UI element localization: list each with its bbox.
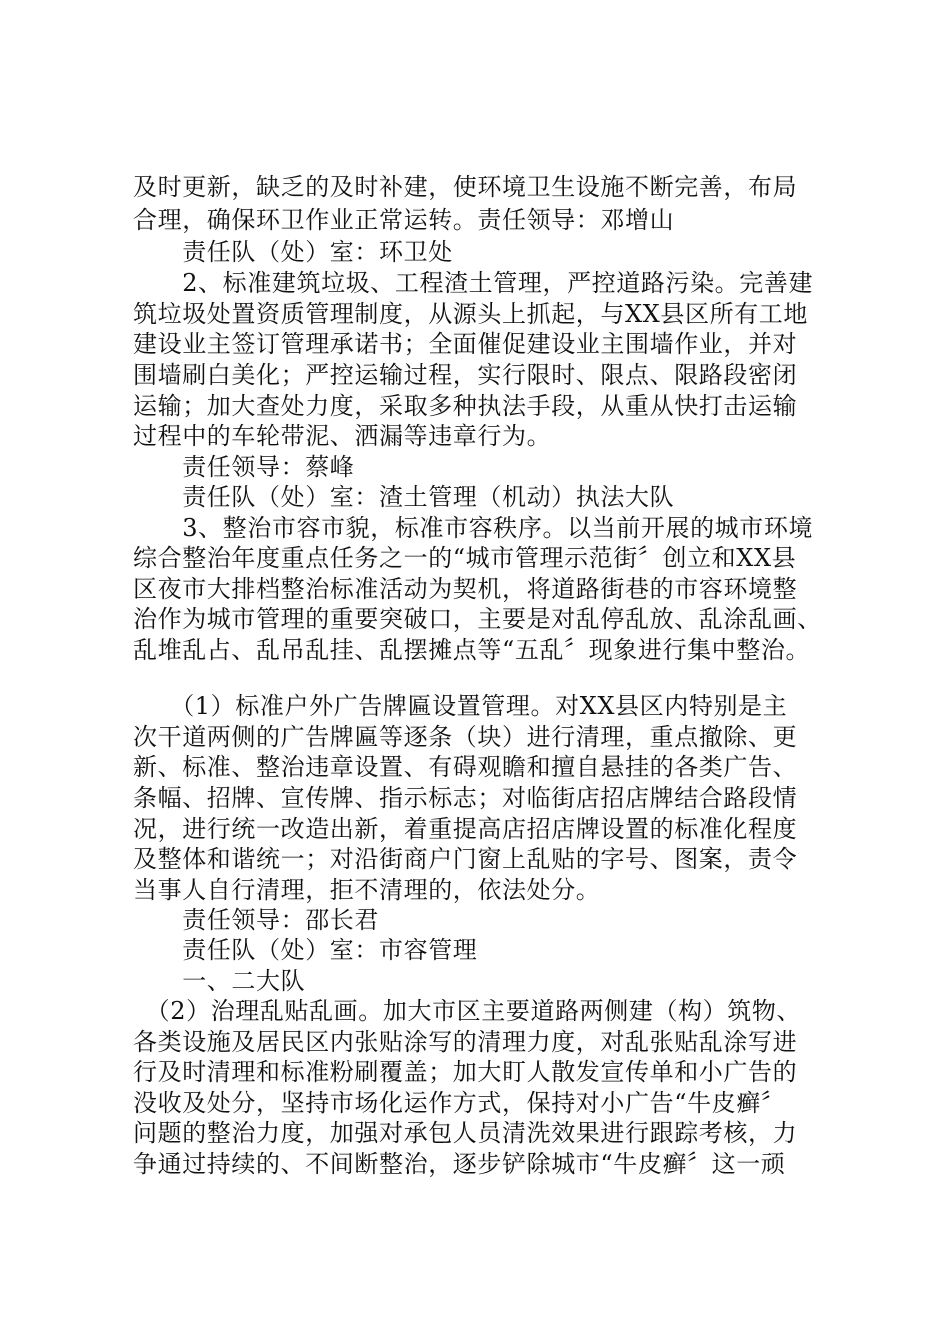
text-line: 责任领导：邵长君: [133, 906, 379, 934]
text-line: 2、标准建筑垃圾、工程渣土管理，严控道路污染。完善建: [133, 269, 814, 297]
text-line: 治作为城市管理的重要突破口，主要是对乱停乱放、乱涂乱画、: [133, 605, 822, 633]
text-line: 乱堆乱占、乱吊乱挂、乱摆摊点等“五乱〞现象进行集中整治。: [133, 636, 811, 664]
text-line: 当事人自行清理，拒不清理的，依法处分。: [133, 876, 601, 904]
text-line: 围墙刷白美化；严控运输过程，实行限时、限点、限路段密闭: [133, 361, 798, 389]
text-line: 况，进行统一改造出新，着重提高店招店牌设置的标准化程度: [133, 815, 798, 843]
text-line: 过程中的车轮带泥、洒漏等违章行为。: [133, 422, 552, 450]
text-line: 新、标准、整治违章设置、有碍观瞻和擅自悬挂的各类广告、: [133, 753, 798, 781]
text-line: 合理，确保环卫作业正常运转。责任领导：邓增山: [133, 206, 675, 234]
text-line: 责任队（处）室：环卫处: [133, 238, 453, 266]
text-line: 争通过持续的、不间断整治，逐步铲除城市“牛皮癣〞这一顽: [133, 1150, 786, 1178]
text-line: 建设业主签订管理承诺书；全面催促建设业主围墙作业，并对: [133, 330, 798, 358]
text-line: 行及时清理和标准粉刷覆盖；加大盯人散发宣传单和小广告的: [133, 1058, 798, 1086]
text-line: 责任队（处）室：渣土管理（机动）执法大队: [133, 483, 675, 511]
text-line: 各类设施及居民区内张贴涂写的清理力度，对乱张贴乱涂写进: [133, 1028, 798, 1056]
text-line: 条幅、招牌、宣传牌、指示标志；对临街店招店牌结合路段情: [133, 784, 798, 812]
text-line: 责任领导：蔡峰: [133, 453, 355, 481]
text-line: 筑垃圾处置资质管理制度，从源头上抓起，与XX县区所有工地: [133, 300, 808, 328]
text-line: 及时更新，缺乏的及时补建，使环境卫生设施不断完善，布局: [133, 173, 798, 201]
text-line: 综合整治年度重点任务之一的“城市管理示范街〞创立和XX县: [133, 544, 797, 572]
text-line: 区夜市大排档整治标准活动为契机，将道路街巷的市容环境整: [133, 575, 798, 603]
text-line: 运输；加大查处力度，采取多种执法手段，从重从快打击运输: [133, 392, 798, 420]
text-line: 次干道两侧的广告牌匾等逐条（块）进行清理，重点撤除、更: [133, 723, 798, 751]
text-line: 3、整治市容市貌，标准市容秩序。以当前开展的城市环境: [133, 514, 814, 542]
text-line: 一、二大队: [133, 967, 306, 995]
text-line: 问题的整治力度，加强对承包人员清洗效果进行跟踪考核，力: [133, 1119, 798, 1147]
text-line: （1）标准户外广告牌匾设置管理。对XX县区内特别是主: [133, 692, 788, 720]
text-line: （2）治理乱贴乱画。加大市区主要道路两侧建（构）筑物、: [133, 997, 802, 1025]
text-line: 及整体和谐统一；对沿街商户门窗上乱贴的字号、图案，责令: [133, 845, 798, 873]
text-line: 没收及处分，坚持市场化运作方式，保持对小广告“牛皮癣〞: [133, 1089, 786, 1117]
text-line: 责任队（处）室：市容管理: [133, 936, 478, 964]
